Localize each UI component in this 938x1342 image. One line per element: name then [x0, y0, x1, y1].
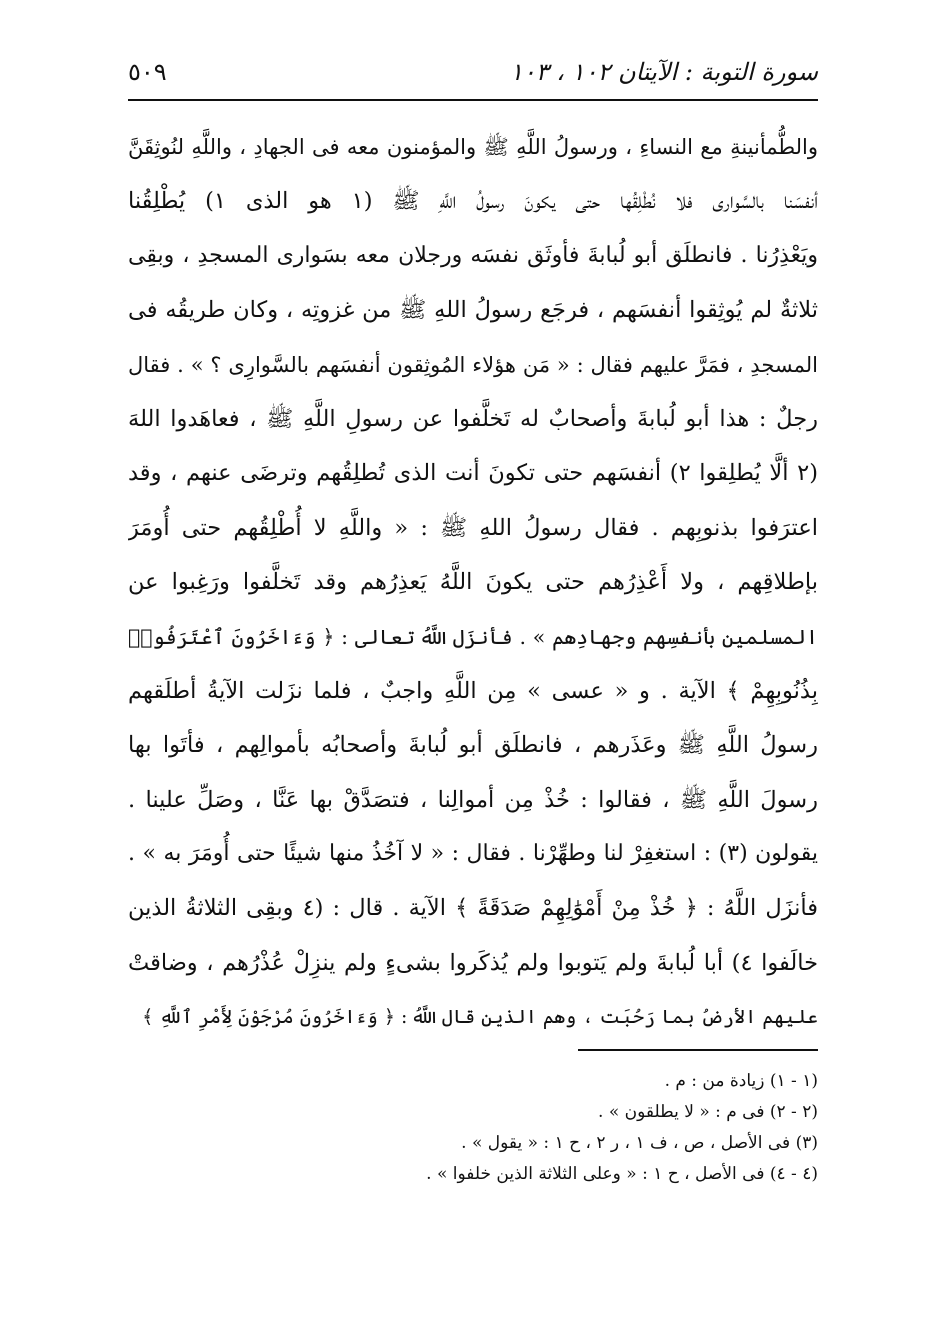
footnote-rule	[578, 1049, 818, 1051]
body-line: فأنزَل اللَّهُ : ﴿ خُذْ مِنْ أَمْوَٰلِهِمْ صَدَقَةً ﴾ الآية . قال : (٤ وبقِى الثلاثةُ الذين	[128, 895, 818, 922]
footnote: (٣) فى الأصل ، ص ، ف ١ ، ر ٢ ، ح ١ : « يقول » .	[461, 1133, 818, 1153]
body-line: يقولون (٣) : استغفِرْ لنا وطهِّرْنا . فقال : « لا آخُذُ منها شيئًا حتى أُومَرَ به » .	[128, 841, 818, 867]
body-line: عليهم الأرضُ بما رَحُبَت ، وهم الذين قال اللَّهُ : ﴿ وَءَاخَرُونَ مُرْجَوْنَ لِأَمْرِ ٱللَّهِ ﴾	[142, 1006, 818, 1029]
body-line: والطُّمأنينةِ مع النساءِ ، ورسولُ اللَّهِ ﷺ والمؤمنون معه فى الجهادِ ، واللَّهِ لنُوثِقَنَّ	[128, 135, 818, 159]
body-line: بإطلاقِهم ، ولا أَعْذِرُهم حتى يكونَ اللَّهُ يَعذِرُهم وقد تَخلَّفوا ورَغِبوا عن	[128, 569, 818, 596]
body-line: (٢ ألَّا يُطلِقوا ٢) أنفسَهم حتى تكونَ أنت الذى تُطلِقُهم وترضَى عنهم ، وقد	[128, 460, 818, 487]
body-line: اعترَفوا بذنوبِهم . فقال رسولُ اللهِ ﷺ : « واللَّهِ لا أُطْلِقُهم حتى أُومَرَ	[128, 514, 818, 541]
body-text	[128, 120, 818, 1045]
body-line: أنفسَنا بالسَّوارى فلا نُطْلِقُها حتى يكونَ رسولُ اللَّهِ ﷺ (١ هو الذى ١) يُطْلِقُنا	[128, 188, 818, 215]
body-line: رسولُ اللَّهِ ﷺ وعَذَرهم ، فانطلَق أبو لُبابةَ وأصحابُه بأموالِهم ، فأتَوا بها	[128, 732, 818, 759]
body-line: ويَعْذِرُنا . فانطلَق أبو لُبابةَ فأوثَق نفسَه ورجلان معه بسَوارى المسجدِ ، وبقِى	[128, 242, 818, 268]
body-line: ثلاثةٌ لم يُوثِقوا أنفسَهم ، فرجَع رسولُ اللهِ ﷺ من غزوتِه ، وكان طريقُه فى	[128, 297, 818, 324]
footnotes	[128, 1066, 818, 1190]
body-line: خالَفوا ٤) أبا لُبابةَ ولم يَتوبوا ولم يُذكَروا بشىءٍ ولم ينزِلْ عُذْرُهم ، وضاقتْ	[128, 949, 818, 976]
footnote: (٤ - ٤) فى الأصل ، ح ١ : « وعلى الثلاثة الذين خلفوا » .	[426, 1164, 818, 1184]
running-title: سورة التوبة : الآيتان ١٠٢ ، ١٠٣	[509, 58, 818, 86]
body-line: بِذُنُوبِهِمْ ﴾ الآية . و « عسى » مِن اللَّهِ واجبٌ ، فلما نزَلت الآيةُ أطلَقهم	[128, 677, 818, 704]
body-line: رسولَ اللَّهِ ﷺ ، فقالوا : خُذْ مِن أموالِنا ، فتصَدَّقْ بها عَنَّا ، وصَلِّ علينا .	[128, 786, 818, 813]
body-line: المسلمين بأنفسِهم وجهادِهم » . فأنزَل اللَّهُ تعالى : ﴿ وَءَاخَرُونَ ٱعْتَرَفُوا۟	[128, 624, 818, 649]
footnote: (١ - ١) زيادة من : م .	[664, 1071, 818, 1091]
page-header	[128, 52, 818, 96]
page-number: ٥٠٩	[128, 58, 167, 86]
body-line: رجلٌ : هذا أبو لُبابةَ وأصحابٌ له تَخلَّفوا عن رسولِ اللَّهِ ﷺ ، فعاهَدوا اللهَ	[128, 405, 818, 432]
footnote: (٢ - ٢) فى م : « لا يطلقون » .	[598, 1102, 818, 1122]
header-rule	[128, 99, 818, 101]
body-line: المسجدِ ، فمَرَّ عليهم فقال : « مَن هؤلاء المُوثِقون أنفسَهم بالسَّوارِى ؟ » . فقال	[128, 352, 818, 377]
